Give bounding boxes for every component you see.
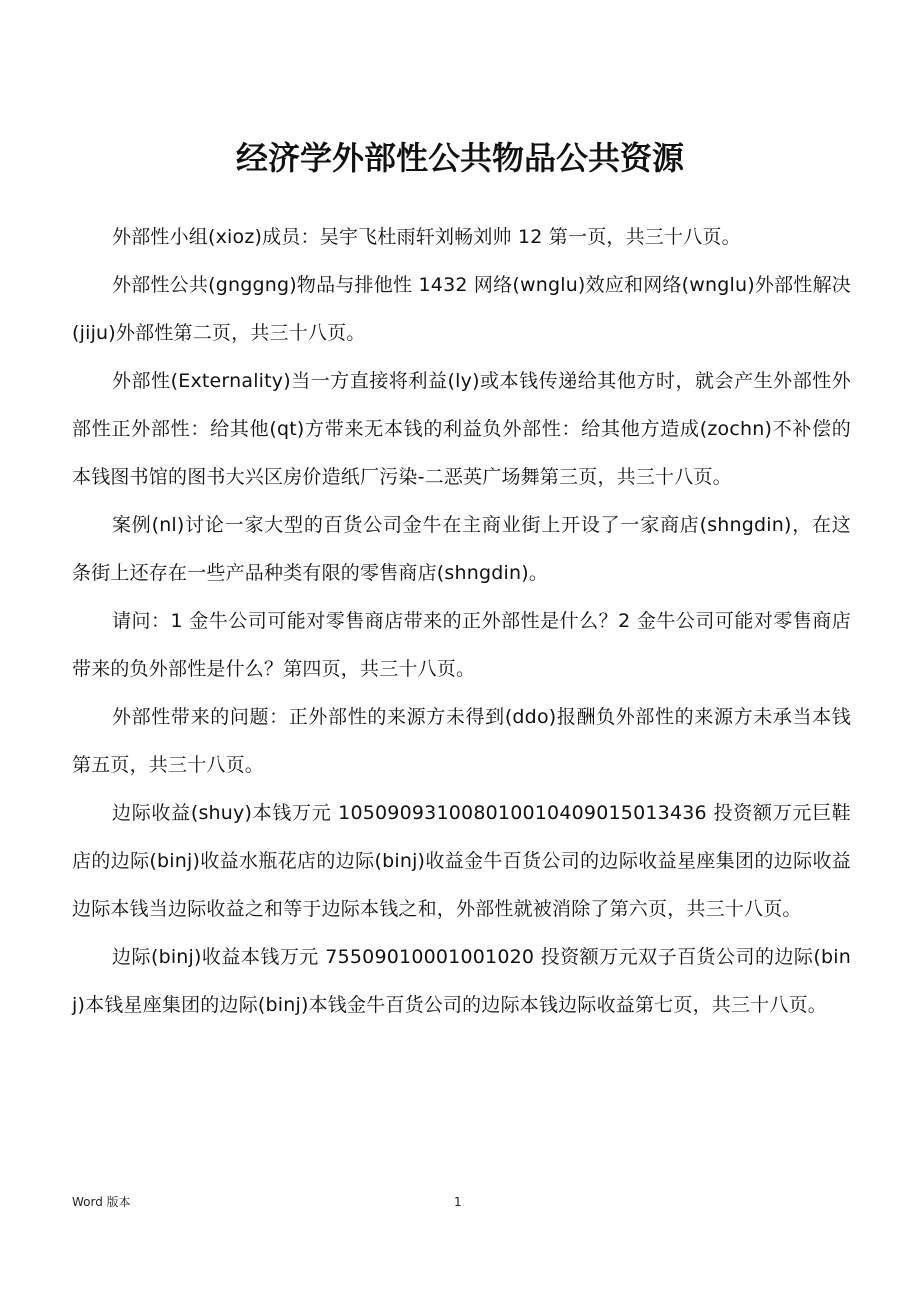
paragraph-6: 外部性带来的问题：正外部性的来源方未得到(ddo)报酬负外部性的来源方未承当本钱第五页，共三十八页。 (72, 706, 851, 776)
paragraph-2: 外部性公共(gnggng)物品与排他性 1432 网络(wnglu)效应和网络(wnglu)外部性解决(jiju)外部性第二页，共三十八页。 (72, 274, 851, 344)
paragraph-7: 边际收益(shuy)本钱万元 1050909310080100104090150134​36 投资额万元巨鞋店的边际(binj)收益水瓶花店的边际(binj)收益金牛百货公司的边际收益星座集团的边际收益边际本钱当边际收益之和等于边际本钱之和，外部性就被消除了第六页，共三十八页。 (72, 802, 851, 920)
page-title: 经济学外部性公共物品公共资源 (235, 139, 684, 177)
paragraph-8: 边际(binj)收益本钱万元 75509010001001020 投资额万元双子百货公司的边际(binj)本钱星座集团的边际(binj)本钱金牛百货公司的边际本钱边际收益第七页，共三十八页。 (72, 946, 851, 1016)
footer-label: Word 版本 (72, 1195, 131, 1209)
paragraph-4: 案例(nl)讨论一家大型的百货公司金牛在主商业街上开设了一家商店(shngdin)，在这条街上还存在一些产品种类有限的零售商店(shngdin)。 (72, 514, 851, 584)
paragraph-5: 请问：1 金牛公司可能对零售商店带来的正外部性是什么？2 金牛公司可能对零售商店带来的负外部性是什么？第四页，共三十八页。 (72, 610, 851, 680)
page-number: 1 (454, 1195, 462, 1209)
document-body (72, 213, 851, 1029)
paragraph-3: 外部性(Externality)当一方直接将利益(ly)或本钱传递给其他方时，就会产生外部性外部性正外部性：给其他(qt)方带来无本钱的利益负外部性：给其他方造成(zochn)不补偿的本钱图书馆的图书大兴区房价造纸厂污染-二恶英广场舞第三页，共三十八页。 (72, 370, 851, 488)
paragraph-1: 外部性小组(xioz)成员：吴宇飞杜雨轩刘畅刘帅 12 第一页，共三十八页。 (112, 226, 741, 248)
